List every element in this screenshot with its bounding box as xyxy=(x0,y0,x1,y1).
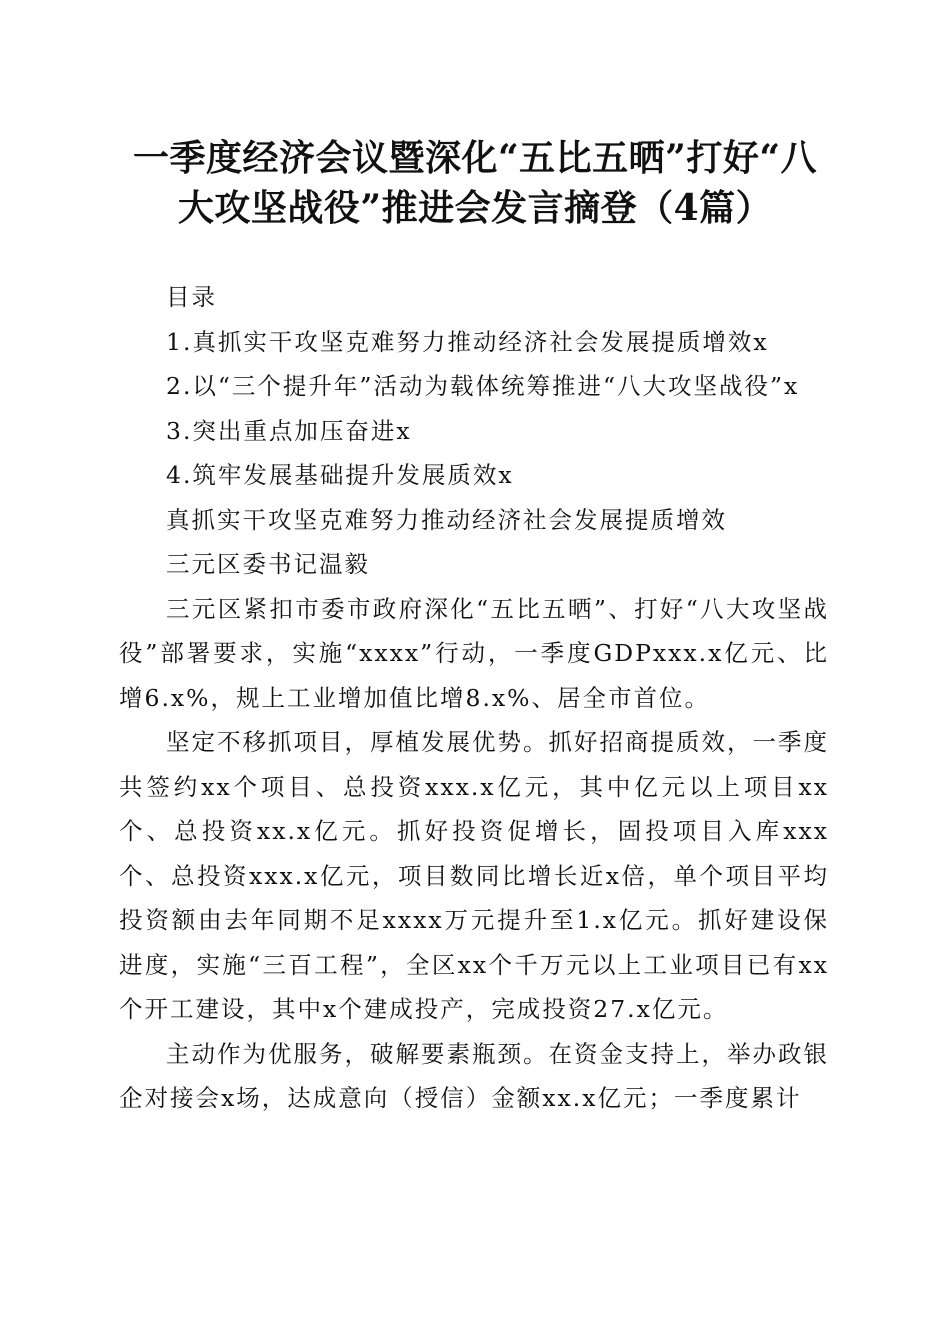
toc-item-4: 4.筑牢发展基础提升发展质效x xyxy=(166,461,514,489)
title-line-1: 一季度经济会议暨深化“五比五晒”打好“八 xyxy=(132,137,818,179)
article-title: 真抓实干攻坚克难努力推动经济社会发展提质增效 xyxy=(166,505,727,534)
toc-item-1: 1.真抓实干攻坚克难努力推动经济社会发展提质增效x xyxy=(166,327,769,356)
title-line-2: 大攻坚战役”推进会发言摘登（4篇） xyxy=(177,187,773,229)
toc-heading: 目录 xyxy=(166,283,217,311)
paragraph-2: 坚定不移抓项目，厚植发展优势。抓好招商提质效，一季度共签约xx个项目、总投资xxx.x亿元，其中亿元以上项目xx个、总投资xx.x亿元。抓好投资促增长，固投项目入库xxx个、总投资xxx.x亿元，项目数同比增长近x倍，单个项目平均投资额由去年同期不足xxxx万元提升至1.x亿元。抓好建设保进度，实施“三百工程”，全区xx个千万元以上工业项目已有xx个开工建设，其中x个建成投产，完成投资27.x亿元。 xyxy=(119,728,829,1023)
document-body xyxy=(119,275,829,1121)
toc-item-3: 3.突出重点加压奋进x xyxy=(166,416,412,445)
paragraph-1: 三元区紧扣市委市政府深化“五比五晒”、打好“八大攻坚战役”部署要求，实施“xxxx”行动，一季度GDPxxx.x亿元、比增6.x%，规上工业增加值比增8.x%、居全市首位。 xyxy=(119,594,829,712)
article-author: 三元区委书记温毅 xyxy=(166,550,370,578)
toc-item-2: 2.以“三个提升年”活动为载体统筹推进“八大攻坚战役”x xyxy=(166,372,800,400)
document-title xyxy=(110,133,840,233)
paragraph-3: 主动作为优服务，破解要素瓶颈。在资金支持上，举办政银企对接会x场，达成意向（授信）金额xx.x亿元；一季度累计 xyxy=(119,1039,829,1112)
